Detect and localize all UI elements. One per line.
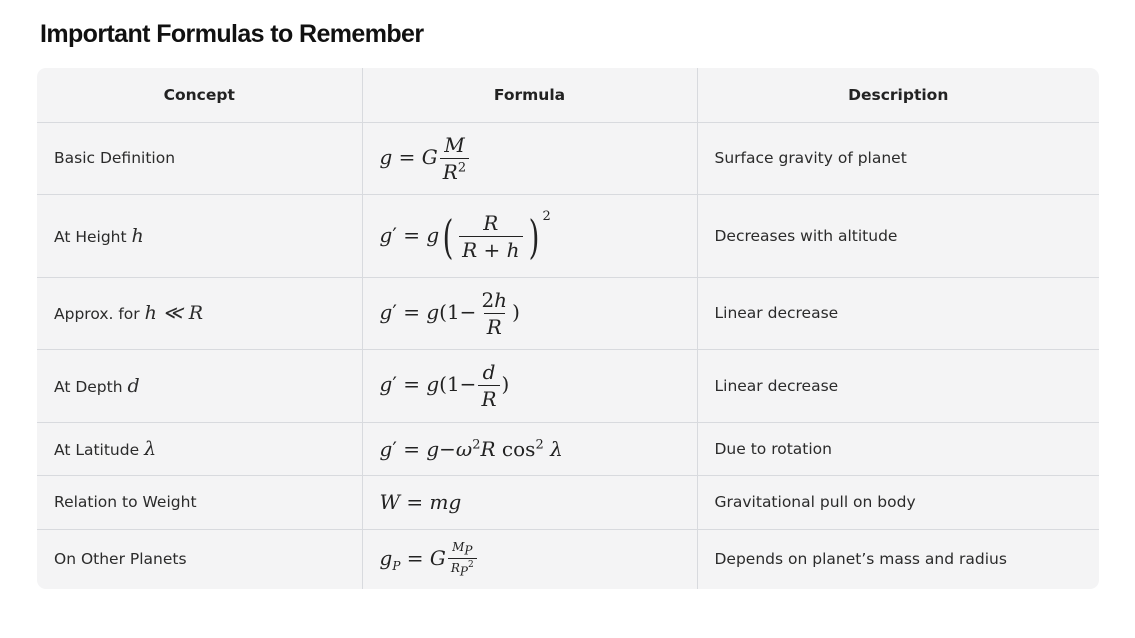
table-header-row [37, 68, 1099, 122]
description-text: Depends on planet’s mass and radius [714, 550, 1007, 569]
concept-text: On Other Planets [54, 550, 187, 569]
description-text: Due to rotation [714, 439, 832, 458]
concept-math: λ [144, 437, 157, 460]
description-cell [697, 194, 1099, 277]
header-description: Description [697, 68, 1099, 122]
formula-weight: W = mg [379, 490, 462, 514]
concept-text: At Height [54, 227, 132, 246]
concept-math: d [127, 374, 140, 397]
table-row [37, 277, 1099, 349]
formula-other-planets: $g_P = G$ $\frac{M_P}{R_P^2}$ [380, 546, 479, 570]
concept-math: h [131, 224, 144, 247]
description-cell [697, 422, 1099, 475]
table-row [37, 194, 1099, 277]
description-text: Linear decrease [714, 304, 839, 322]
formula-cell [362, 122, 697, 194]
formula-approx: g′ = g(1− $\frac{2h}{R}$ ) [379, 287, 520, 339]
formula-cell [362, 277, 697, 349]
formula-depth: g′ = g(1− $\frac{d}{R}$ ) [379, 360, 510, 411]
concept-text: At Latitude [54, 440, 145, 459]
description-text: Surface gravity of planet [714, 149, 907, 167]
header-formula: Formula [362, 68, 697, 122]
formula-cell [362, 475, 697, 529]
description-cell [697, 529, 1099, 589]
concept-cell [37, 422, 362, 475]
description-cell [697, 277, 1099, 349]
formula-basic: g = G $\frac{M}{R^2}$ [380, 145, 472, 169]
concept-text: At Depth [54, 377, 128, 396]
concept-cell [37, 194, 362, 277]
description-text: Gravitational pull on body [714, 493, 916, 511]
concept-text: Relation to Weight [54, 493, 197, 511]
formula-cell [362, 422, 697, 475]
table-row [37, 475, 1099, 529]
description-text: Decreases with altitude [714, 226, 898, 245]
description-cell [697, 349, 1099, 422]
header-concept: Concept [163, 85, 235, 104]
table-row [37, 422, 1099, 475]
table-row [37, 349, 1099, 422]
table-row [37, 122, 1099, 194]
concept-math: h ≪ R [144, 302, 204, 324]
concept-text: Approx. for [54, 305, 145, 323]
table-row [37, 529, 1099, 589]
page-title: Important Formulas to Remember [40, 20, 424, 48]
formula-cell [362, 194, 697, 277]
concept-cell [37, 277, 362, 349]
concept-cell [37, 349, 362, 422]
concept-cell [37, 475, 362, 529]
formula-height: g′ = g( $\frac{R}{R + h}$ ) $^2$ [379, 209, 551, 264]
description-text: Linear decrease [714, 376, 839, 395]
formulas-table [37, 68, 1099, 589]
concept-cell [37, 529, 362, 589]
formula-cell [362, 349, 697, 422]
concept-text: Basic Definition [54, 149, 176, 167]
formula-latitude: $g' = g-\omega^2R$ $\cos^2 \lambda$ [379, 436, 563, 461]
concept-cell [37, 122, 362, 194]
formula-cell [362, 529, 697, 589]
description-cell [697, 122, 1099, 194]
description-cell [697, 475, 1099, 529]
